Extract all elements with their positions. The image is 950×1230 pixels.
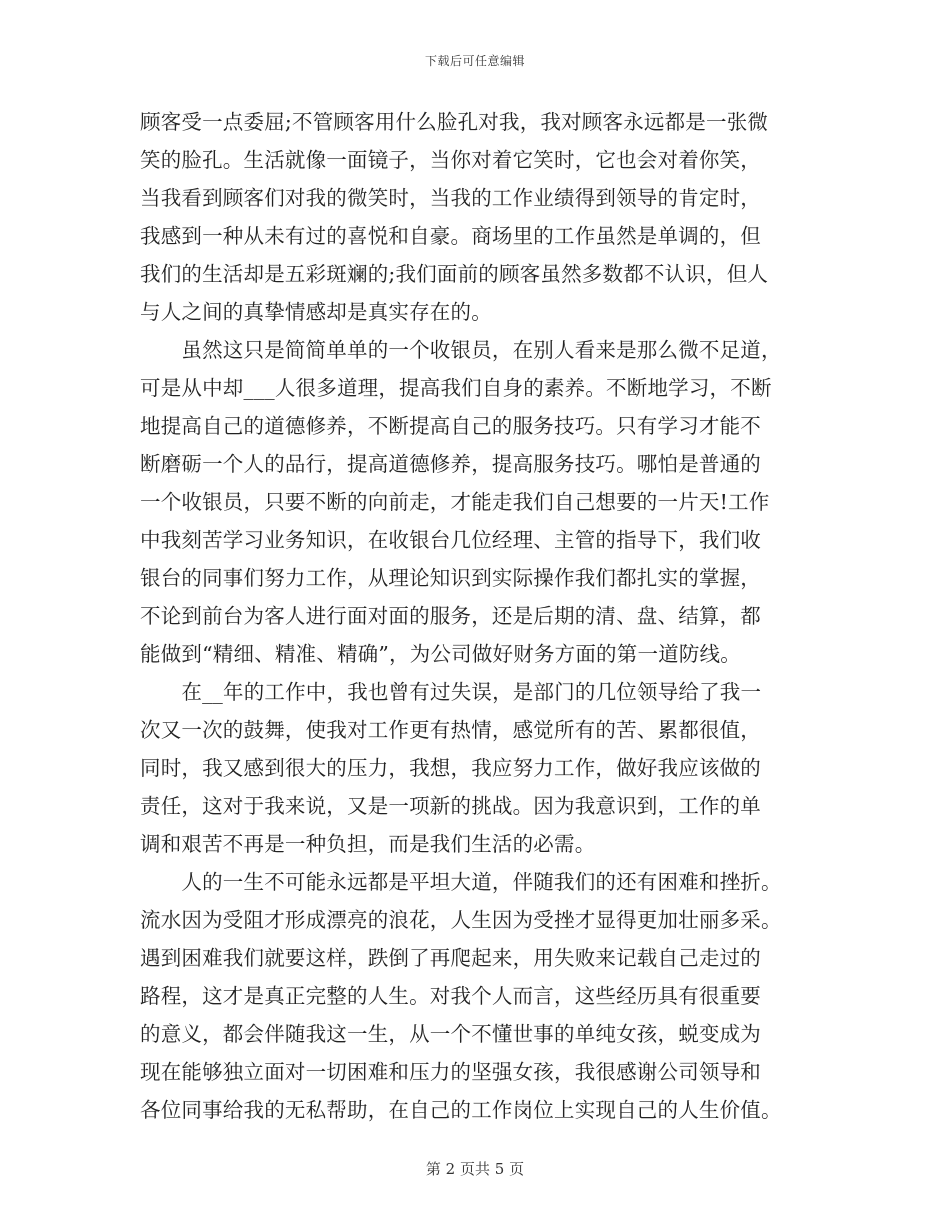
text-line: 中我刻苦学习业务知识，在收银台几位经理、主管的指导下，我们收 xyxy=(140,528,761,552)
text-line: 地提高自己的道德修养，不断提高自己的服务技巧。只有学习才能不 xyxy=(140,414,761,438)
text-line: 虽然这只是简简单单的一个收银员，在别人看来是那么微不足道， xyxy=(140,338,782,362)
text-line: 各位同事给我的无私帮助，在自己的工作岗位上实现自己的人生价值。 xyxy=(140,1098,782,1122)
text-line: 在__年的工作中，我也曾有过失误，是部门的几位领导给了我一 xyxy=(140,680,762,704)
text-line: 能做到“精细、精准、精确”，为公司做好财务方面的第一道防线。 xyxy=(140,642,741,666)
text-line: 我感到一种从未有过的喜悦和自豪。商场里的工作虽然是单调的，但 xyxy=(140,224,761,248)
text-line: 可是从中却___人很多道理，提高我们自身的素养。不断地学习，不断 xyxy=(140,376,772,400)
text-line: 与人之间的真挚情感却是真实存在的。 xyxy=(140,300,492,324)
text-line: 责任，这对于我来说，又是一项新的挑战。因为我意识到，工作的单 xyxy=(140,794,761,818)
text-line: 同时，我又感到很大的压力，我想，我应努力工作，做好我应该做的 xyxy=(140,756,761,780)
text-line: 笑的脸孔。生活就像一面镜子，当你对着它笑时，它也会对着你笑， xyxy=(140,148,761,172)
text-line: 调和艰苦不再是一种负担，而是我们生活的必需。 xyxy=(140,832,596,856)
text-line: 我们的生活却是五彩斑斓的;我们面前的顾客虽然多数都不认识，但人 xyxy=(140,262,769,286)
text-line: 不论到前台为客人进行面对面的服务，还是后期的清、盘、结算，都 xyxy=(140,604,761,628)
text-line: 一个收银员，只要不断的向前走，才能走我们自己想要的一片天!工作 xyxy=(140,490,770,514)
text-line: 次又一次的鼓舞，使我对工作更有热情，感觉所有的苦、累都很值， xyxy=(140,718,761,742)
text-line: 银台的同事们努力工作，从理论知识到实际操作我们都扎实的掌握， xyxy=(140,566,761,590)
text-line: 顾客受一点委屈;不管顾客用什么脸孔对我，我对顾客永远都是一张微 xyxy=(140,110,769,134)
text-line: 断磨砺一个人的品行，提高道德修养，提高服务技巧。哪怕是普通的 xyxy=(140,452,761,476)
text-line: 当我看到顾客们对我的微笑时，当我的工作业绩得到领导的肯定时， xyxy=(140,186,761,210)
text-line: 路程，这才是真正完整的人生。对我个人而言，这些经历具有很重要 xyxy=(140,984,761,1008)
page-number: 第 2 页共 5 页 xyxy=(425,1160,525,1178)
text-line: 现在能够独立面对一切困难和压力的坚强女孩，我很感谢公司领导和 xyxy=(140,1060,761,1084)
text-line: 人的一生不可能永远都是平坦大道，伴随我们的还有困难和挫折。 xyxy=(140,870,782,894)
page-header: 下载后可任意编辑 xyxy=(424,54,525,68)
text-line: 的意义，都会伴随我这一生，从一个不懂世事的单纯女孩，蜕变成为 xyxy=(140,1022,761,1046)
body-text xyxy=(140,103,812,1129)
text-line: 流水因为受阻才形成漂亮的浪花，人生因为受挫才显得更加壮丽多采。 xyxy=(140,908,782,932)
text-line: 遇到困难我们就要这样，跌倒了再爬起来，用失败来记载自己走过的 xyxy=(140,946,761,970)
